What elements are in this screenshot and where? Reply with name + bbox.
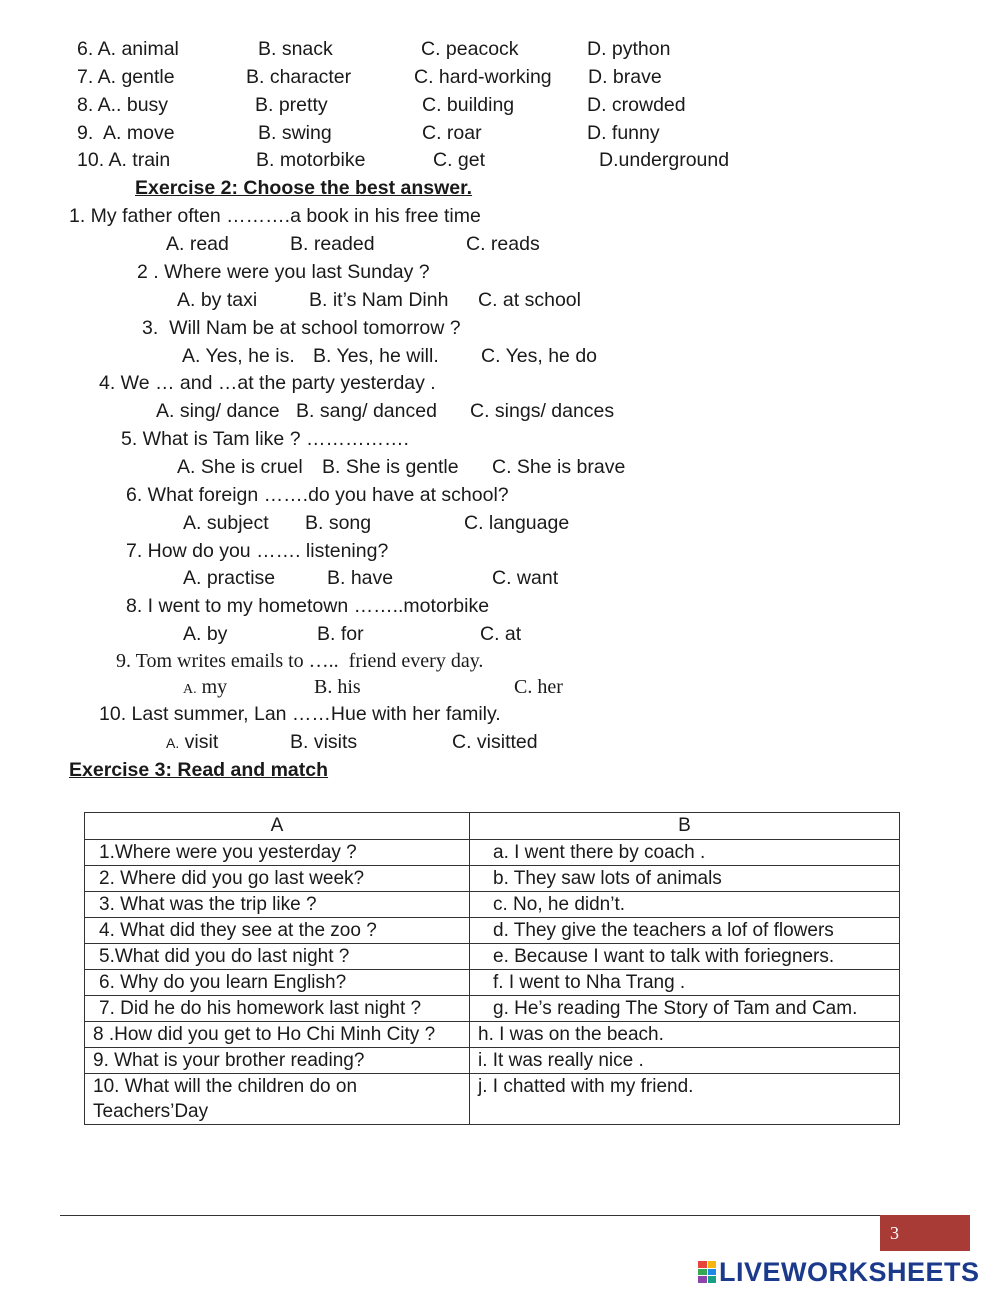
ex1-row8-b: B. pretty xyxy=(255,94,328,116)
ex1-row6-b: B. snack xyxy=(258,38,333,60)
ex2-question-6: 6. What foreign …….do you have at school? xyxy=(126,484,509,506)
ex1-row9-c: C. roar xyxy=(422,122,482,144)
question-cell[interactable]: 8 .How did you get to Ho Chi Minh City ? xyxy=(85,1022,470,1048)
ex2-q4-option-c[interactable]: C. sings/ dances xyxy=(470,400,615,422)
ex2-q3-option-a[interactable]: A. Yes, he is. xyxy=(182,345,295,367)
table-row xyxy=(85,840,900,866)
ex2-q7-option-c[interactable]: C. want xyxy=(492,567,559,589)
page-number: 3 xyxy=(890,1223,899,1243)
question-cell[interactable]: 1.Where were you yesterday ? xyxy=(85,840,470,866)
ex2-q9-option-a[interactable] xyxy=(183,675,227,702)
ex1-row8-a: 8. A.. busy xyxy=(77,94,169,116)
ex2-q1-option-b[interactable]: B. readed xyxy=(290,233,375,255)
ex2-question-9: 9. Tom writes emails to ….. friend every day. xyxy=(116,650,484,672)
answer-cell[interactable]: g. He’s reading The Story of Tam and Cam. xyxy=(470,996,900,1022)
ex2-q8-option-c[interactable]: C. at xyxy=(480,623,522,645)
ex2-q3-option-b[interactable]: B. Yes, he will. xyxy=(313,345,439,367)
liveworksheets-logo-icon xyxy=(698,1261,716,1283)
ex1-row7-a: 7. A. gentle xyxy=(77,66,175,88)
ex2-q10-option-a-word: visit xyxy=(184,731,219,753)
table-row xyxy=(85,944,900,970)
ex2-q10-option-b[interactable]: B. visits xyxy=(290,731,358,753)
ex2-question-4: 4. We … and …at the party yesterday . xyxy=(99,372,436,394)
ex1-row9-a: 9. A. move xyxy=(77,122,175,144)
ex2-q7-option-a[interactable]: A. practise xyxy=(183,567,276,589)
ex1-row6-c: C. peacock xyxy=(421,38,519,60)
question-cell[interactable]: 9. What is your brother reading? xyxy=(85,1048,470,1074)
answer-cell[interactable]: a. I went there by coach . xyxy=(470,840,900,866)
ex1-row10-d: D.underground xyxy=(599,149,730,171)
ex2-q10-option-a-letter: A. xyxy=(166,735,180,751)
ex2-q5-option-c[interactable]: C. She is brave xyxy=(492,456,626,478)
ex1-row6-a: 6. A. animal xyxy=(77,38,179,60)
question-cell[interactable]: 7. Did he do his homework last night ? xyxy=(85,996,470,1022)
liveworksheets-brand: LIVEWORKSHEETS xyxy=(719,1256,980,1287)
answer-cell[interactable]: c. No, he didn’t. xyxy=(470,892,900,918)
ex2-q4-option-a[interactable]: A. sing/ dance xyxy=(156,400,280,422)
liveworksheets-logo xyxy=(698,1257,980,1287)
ex2-question-5: 5. What is Tam like ? ……………. xyxy=(121,428,409,450)
footer-divider xyxy=(60,1215,880,1216)
match-table-header xyxy=(85,813,900,840)
ex2-q8-option-a[interactable]: A. by xyxy=(183,623,228,645)
ex1-row10-b: B. motorbike xyxy=(256,149,366,171)
ex2-question-10: 10. Last summer, Lan ……Hue with her family. xyxy=(99,703,501,725)
ex2-q5-option-b[interactable]: B. She is gentle xyxy=(322,456,459,478)
table-row xyxy=(85,996,900,1022)
ex2-q9-option-b[interactable]: B. his xyxy=(314,676,361,698)
answer-cell[interactable]: h. I was on the beach. xyxy=(470,1022,900,1048)
table-row xyxy=(85,918,900,944)
answer-cell[interactable]: i. It was really nice . xyxy=(470,1048,900,1074)
column-a-header: A xyxy=(85,813,470,840)
ex1-row7-d: D. brave xyxy=(588,66,662,88)
column-b-header: B xyxy=(470,813,900,840)
page-number-box xyxy=(880,1215,970,1251)
ex2-q10-option-a[interactable] xyxy=(166,730,218,755)
ex2-q6-option-c[interactable]: C. language xyxy=(464,512,570,534)
ex1-row8-c: C. building xyxy=(422,94,515,116)
ex2-q9-option-c[interactable]: C. her xyxy=(514,676,563,698)
ex1-row8-d: D. crowded xyxy=(587,94,686,116)
answer-cell[interactable]: j. I chatted with my friend. xyxy=(470,1074,900,1125)
ex2-q2-option-a[interactable]: A. by taxi xyxy=(177,289,258,311)
ex2-question-7: 7. How do you ……. listening? xyxy=(126,540,389,562)
answer-cell[interactable]: b. They saw lots of animals xyxy=(470,866,900,892)
ex2-question-1: 1. My father often ……….a book in his free time xyxy=(69,205,481,227)
exercise-3-title: Exercise 3: Read and match xyxy=(69,759,329,781)
question-cell[interactable]: 2. Where did you go last week? xyxy=(85,866,470,892)
answer-cell[interactable]: e. Because I want to talk with foriegners. xyxy=(470,944,900,970)
question-cell[interactable]: 5.What did you do last night ? xyxy=(85,944,470,970)
ex1-row6-d: D. python xyxy=(587,38,671,60)
question-cell[interactable]: 10. What will the children do on Teachers’Day xyxy=(85,1074,470,1125)
ex2-q9-option-a-letter: A. xyxy=(183,682,197,697)
match-table xyxy=(84,812,900,1125)
ex2-q7-option-b[interactable]: B. have xyxy=(327,567,394,589)
ex1-row9-b: B. swing xyxy=(258,122,332,144)
ex1-row7-c: C. hard-working xyxy=(414,66,552,88)
ex2-q9-option-a-word: my xyxy=(201,676,228,698)
ex2-q6-option-a[interactable]: A. subject xyxy=(183,512,269,534)
ex2-question-8: 8. I went to my hometown ……..motorbike xyxy=(126,595,490,617)
ex2-q1-option-a[interactable]: A. read xyxy=(166,233,229,255)
table-row xyxy=(85,1022,900,1048)
answer-cell[interactable]: d. They give the teachers a lof of flowers xyxy=(470,918,900,944)
ex1-row7-b: B. character xyxy=(246,66,352,88)
ex2-q8-option-b[interactable]: B. for xyxy=(317,623,364,645)
ex2-q5-option-a[interactable]: A. She is cruel xyxy=(177,456,303,478)
answer-cell[interactable]: f. I went to Nha Trang . xyxy=(470,970,900,996)
ex2-q1-option-c[interactable]: C. reads xyxy=(466,233,540,255)
ex2-q4-option-b[interactable]: B. sang/ danced xyxy=(296,400,437,422)
ex2-q10-option-c[interactable]: C. visitted xyxy=(452,731,538,753)
exercise-2-title: Exercise 2: Choose the best answer. xyxy=(135,177,473,199)
question-cell[interactable]: 6. Why do you learn English? xyxy=(85,970,470,996)
ex2-q6-option-b[interactable]: B. song xyxy=(305,512,372,534)
table-row xyxy=(85,1074,900,1125)
table-row xyxy=(85,892,900,918)
question-cell[interactable]: 4. What did they see at the zoo ? xyxy=(85,918,470,944)
ex1-row10-c: C. get xyxy=(433,149,486,171)
table-row xyxy=(85,970,900,996)
ex2-q3-option-c[interactable]: C. Yes, he do xyxy=(481,345,598,367)
ex1-row9-d: D. funny xyxy=(587,122,660,144)
ex2-q2-option-c[interactable]: C. at school xyxy=(478,289,581,311)
table-row xyxy=(85,1048,900,1074)
question-cell[interactable]: 3. What was the trip like ? xyxy=(85,892,470,918)
table-row xyxy=(85,866,900,892)
ex1-row10-a: 10. A. train xyxy=(77,149,171,171)
ex2-question-2: 2 . Where were you last Sunday ? xyxy=(137,261,430,283)
ex2-q2-option-b[interactable]: B. it’s Nam Dinh xyxy=(309,289,449,311)
ex2-question-3: 3. Will Nam be at school tomorrow ? xyxy=(142,317,461,339)
